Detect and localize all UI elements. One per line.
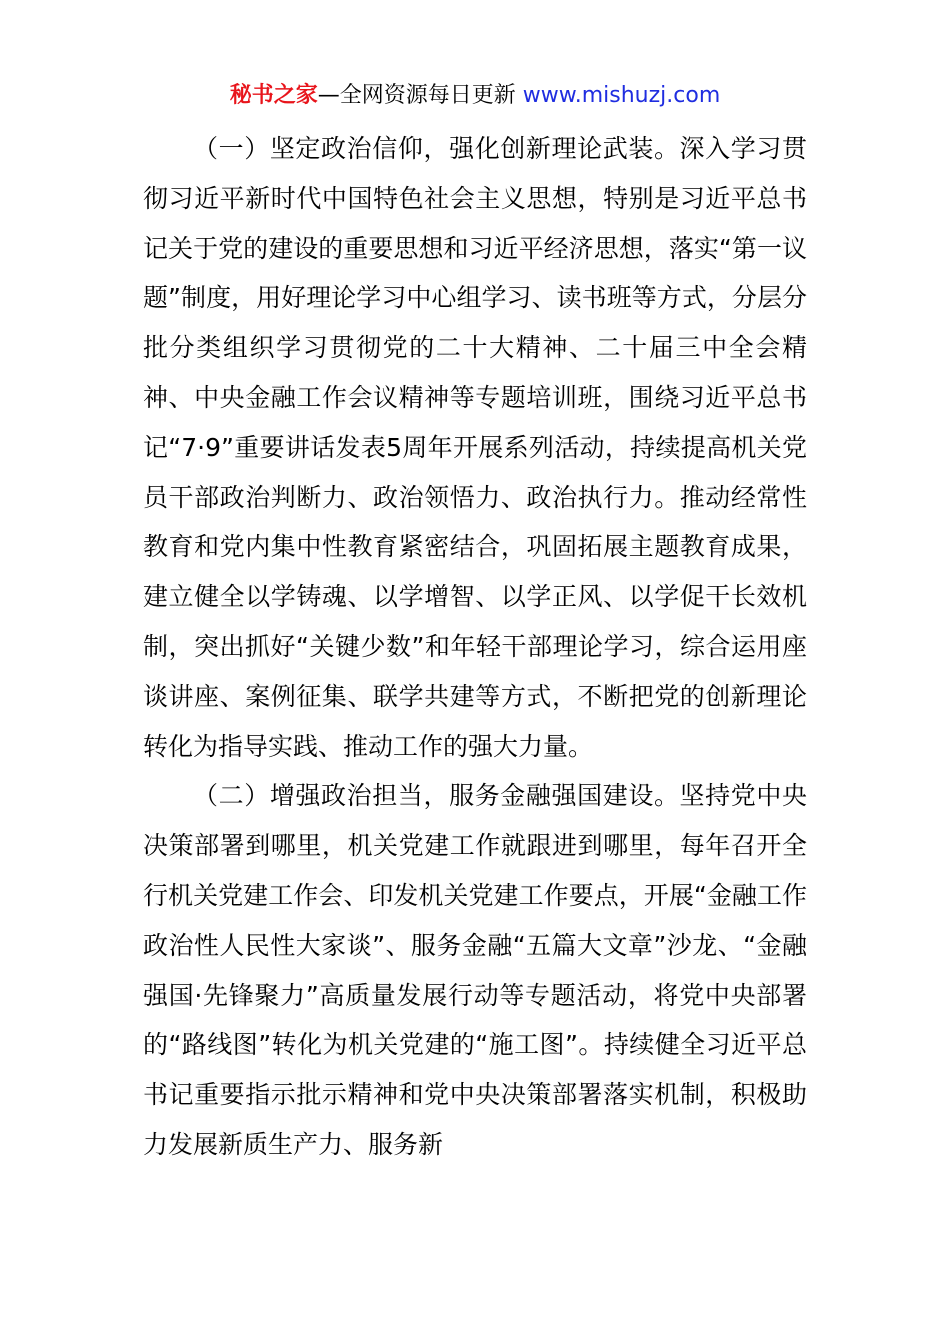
document-header bbox=[0, 80, 950, 112]
paragraph-2: （二）增强政治担当，服务金融强国建设。坚持党中央决策部署到哪里，机关党建工作就跟进到哪里，每年召开全行机关党建工作会、印发机关党建工作要点，开展“金融工作政治性人民性大家谈”、服务金融“五篇大文章”沙龙、“金融强国·先锋聚力”高质量发展行动等专题活动，将党中央部署的“路线图”转化为机关党建的“施工图”。持续健全习近平总书记重要指示批示精神和党中央决策部署落实机制，积极助力发展新质生产力、服务新 bbox=[143, 781, 807, 1159]
header-tagline: —全网资源每日更新 bbox=[317, 83, 516, 108]
paragraph-1: （一）坚定政治信仰，强化创新理论武装。深入学习贯彻习近平新时代中国特色社会主义思想，特别是习近平总书记关于党的建设的重要思想和习近平经济思想，落实“第一议题”制度，用好理论学习中心组学习、读书班等方式，分层分批分类组织学习贯彻党的二十大精神、二十届三中全会精神、中央金融工作会议精神等专题培训班，围绕习近平总书记“7·9”重要讲话发表5周年开展系列活动，持续提高机关党员干部政治判断力、政治领悟力、政治执行力。推动经常性教育和党内集中性教育紧密结合，巩固拓展主题教育成果，建立健全以学铸魂、以学增智、以学正风、以学促干长效机制，突出抓好“关键少数”和年轻干部理论学习，综合运用座谈讲座、案例征集、联学共建等方式，不断把党的创新理论转化为指导实践、推动工作的强大力量。 bbox=[143, 134, 807, 761]
brand-name: 秘书之家 bbox=[229, 83, 318, 108]
document-body bbox=[143, 124, 807, 1170]
site-url-link[interactable]: www.mishuzj.com bbox=[522, 83, 721, 108]
